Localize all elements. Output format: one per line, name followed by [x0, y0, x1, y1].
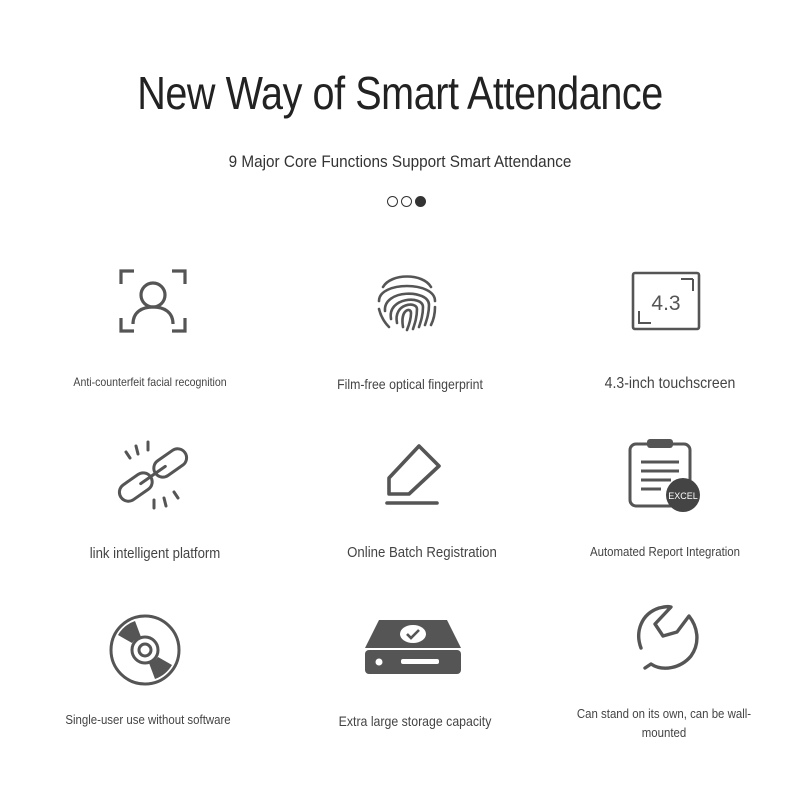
disc-icon [108, 613, 182, 687]
storage-drive-icon [363, 618, 463, 676]
face-recognition-icon [118, 268, 188, 334]
carousel-dot-1[interactable] [387, 196, 398, 207]
wrench-icon [633, 602, 707, 674]
report-icon [627, 438, 703, 514]
feature-label-facial: Anti-counterfeit facial recognition [73, 375, 227, 389]
page-subtitle: 9 Major Core Functions Support Smart Attendance [228, 152, 572, 171]
carousel-dot-3[interactable] [415, 196, 426, 207]
fingerprint-icon [373, 267, 441, 333]
touchscreen-icon [631, 271, 701, 331]
carousel-dot-2[interactable] [401, 196, 412, 207]
page-title: New Way of Smart Attendance [137, 67, 663, 119]
feature-label-fingerprint: Film-free optical fingerprint [337, 376, 483, 392]
feature-label-link: link intelligent platform [89, 545, 221, 562]
feature-label-report: Automated Report Integration [589, 544, 741, 559]
feature-label-storage: Extra large storage capacity [338, 713, 492, 729]
touchscreen-screen-text: 4.3 [651, 292, 681, 315]
excel-badge-text: EXCEL [668, 491, 698, 501]
carousel-dots [387, 196, 433, 210]
feature-label-touchscreen: 4.3-inch touchscreen [604, 375, 736, 392]
feature-label-batch: Online Batch Registration [347, 544, 497, 561]
link-icon [108, 440, 198, 510]
edit-icon [383, 440, 443, 506]
feature-label-mount: Can stand on its own, can be wall-mounted [576, 706, 752, 740]
feature-label-single-user: Single-user use without software [65, 712, 231, 727]
